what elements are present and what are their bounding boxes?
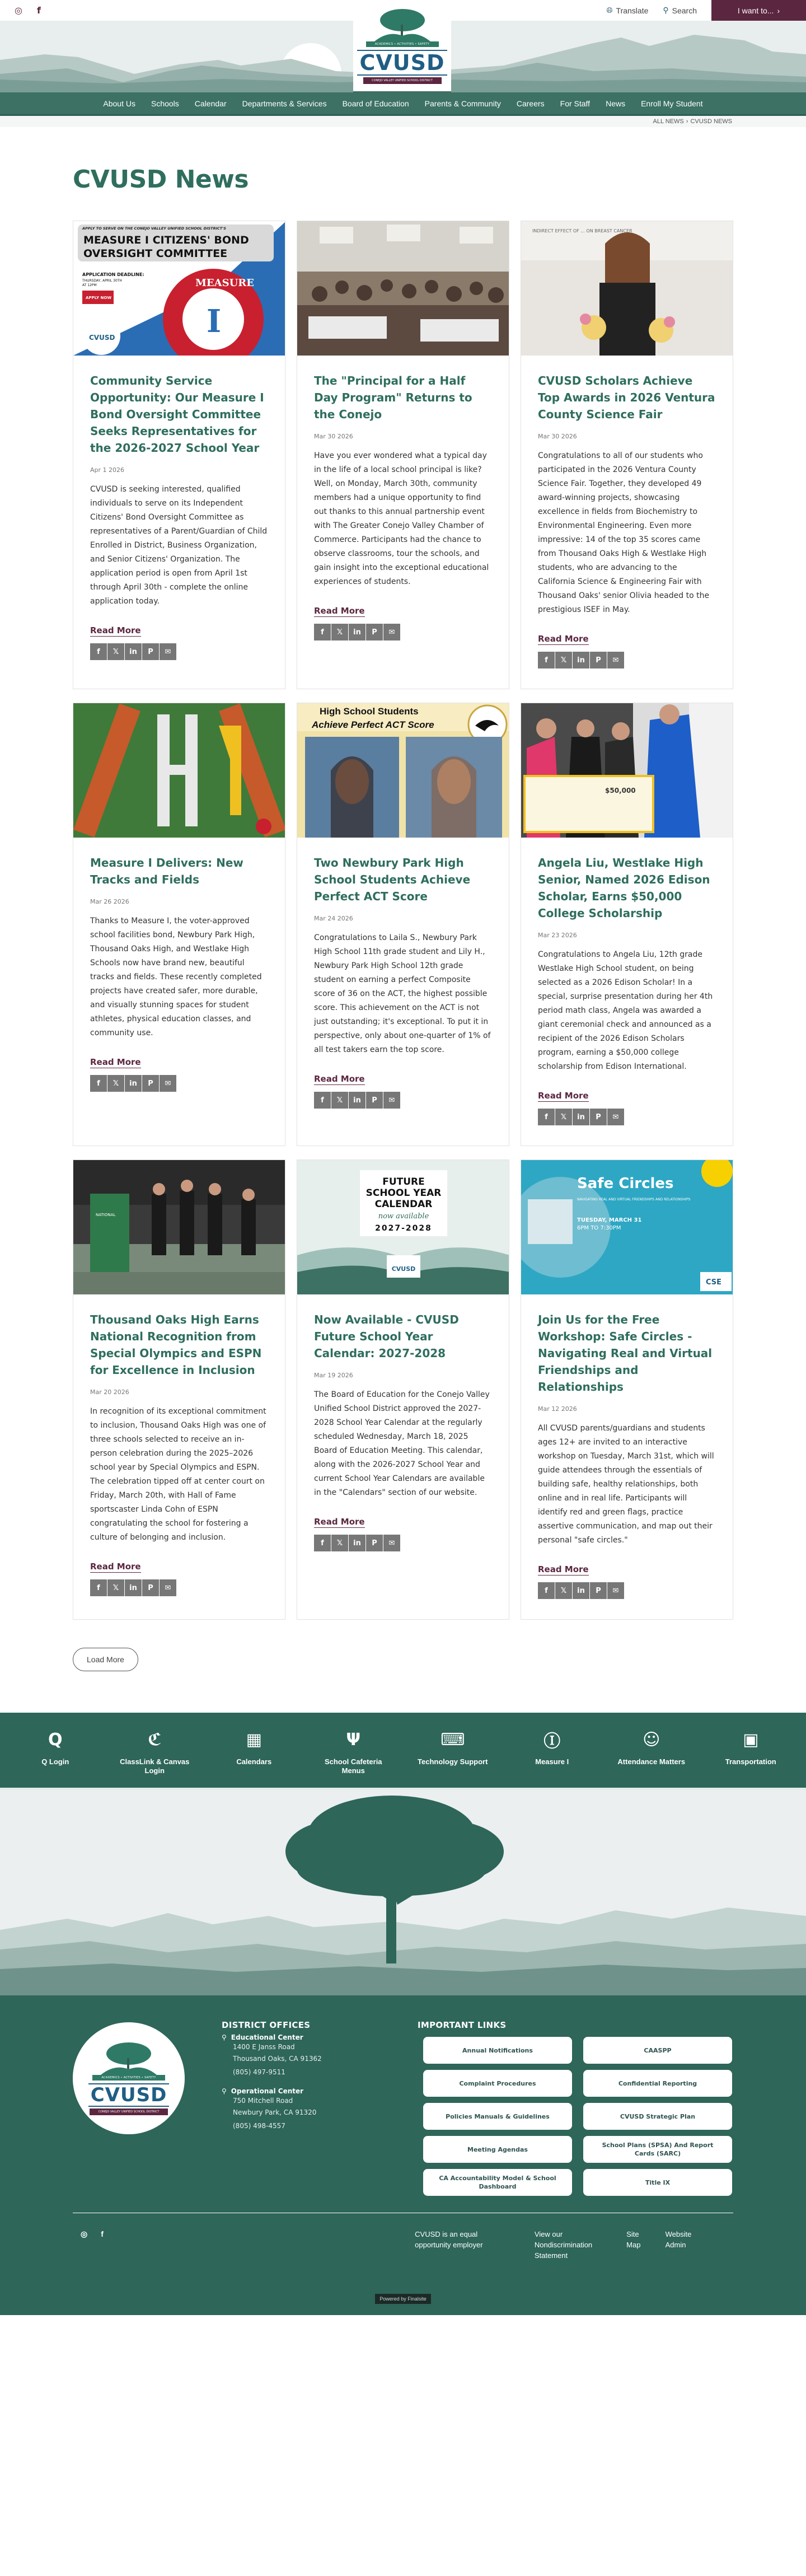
news-card-image[interactable]	[297, 703, 509, 838]
news-card-image[interactable]	[521, 1160, 733, 1294]
news-page	[73, 127, 733, 1713]
facebook-share-icon[interactable]: f	[314, 1092, 331, 1109]
link-title-ix[interactable]: Title IX	[583, 2169, 732, 2196]
pinterest-share-icon[interactable]: P	[142, 643, 159, 660]
link-complaint-procedures[interactable]: Complaint Procedures	[423, 2070, 572, 2097]
x-share-icon[interactable]: 𝕏	[331, 1092, 348, 1109]
news-card-summary: In recognition of its exceptional commitment to inclusion, Thousand Oaks High was one of three schools selected to receive an in-person celebration during the 2025–2026 school year by Special Olympics and ESPN. The celebration tipped off at center court on Friday, March 20th, with Hall of Fame sportscaster Linda Cohn of ESPN congratulating the school for fostering a culture of belonging and inclusion.	[90, 1407, 266, 1542]
linkedin-share-icon[interactable]: in	[125, 1579, 142, 1596]
news-card	[297, 221, 509, 689]
share-buttons	[538, 652, 716, 668]
news-card-summary: Congratulations to Laila S., Newbury Park High School 11th grade student and Lily H., Newbury Park High School 12th grade student on earning a perfect Composite score of 36 on the ACT, the highest possible score. This achievement on the ACT is not just outstanding; it's exceptional. To put it in perspective, only about one-quarter of 1% of all test takers earn the top score.	[314, 933, 491, 1054]
svg-text:THURSDAY, APRIL 30TH: THURSDAY, APRIL 30TH	[82, 279, 122, 283]
facebook-share-icon[interactable]: f	[90, 1075, 107, 1092]
news-card-title[interactable]: Angela Liu, Westlake High Senior, Named 2026 Edison Scholar, Earns $50,000 College Scholarship	[538, 856, 710, 920]
read-more-link[interactable]: Read More	[314, 1517, 365, 1527]
i-want-to-button[interactable]	[711, 0, 806, 21]
x-share-icon[interactable]: 𝕏	[107, 1579, 124, 1596]
nav-departments-services[interactable]: Departments & Services	[242, 99, 327, 108]
breadcrumb-separator: ›	[686, 118, 688, 125]
nav-schools[interactable]: Schools	[151, 99, 179, 108]
news-card-date: Apr 1 2026	[90, 466, 125, 474]
quick-link-transportation[interactable]	[701, 1713, 801, 1788]
office-educational-center	[222, 2033, 406, 2076]
cafeteria-icon: Ψ	[346, 1729, 360, 1750]
email-share-icon[interactable]: ✉	[160, 643, 176, 660]
email-share-icon[interactable]: ✉	[383, 1092, 400, 1109]
quick-link-cafeteria-menus[interactable]	[304, 1713, 404, 1788]
office-phone[interactable]: (805) 497-9511	[233, 2068, 285, 2076]
email-share-icon[interactable]: ✉	[383, 624, 400, 641]
facebook-share-icon[interactable]: f	[314, 624, 331, 641]
x-share-icon[interactable]: 𝕏	[107, 643, 124, 660]
logo-tagline: ACADEMICS • ACTIVITIES • SAFETY	[92, 2075, 165, 2081]
site-map-link[interactable]: Site Map	[626, 2230, 641, 2249]
news-card-image[interactable]	[297, 1160, 509, 1294]
news-card-date: Mar 23 2026	[538, 932, 577, 939]
svg-text:MEASURE I CITIZENS' BOND: MEASURE I CITIZENS' BOND	[83, 234, 249, 246]
quick-link-label: ClassLink & Canvas Login	[120, 1757, 190, 1775]
office-operational-center	[222, 2087, 406, 2130]
linkedin-share-icon[interactable]: in	[349, 1092, 365, 1109]
email-share-icon[interactable]: ✉	[607, 652, 624, 668]
oak-tree-icon	[98, 2041, 160, 2075]
nav-board-of-education[interactable]: Board of Education	[342, 99, 409, 108]
svg-text:CSE: CSE	[706, 1278, 722, 1287]
linkedin-share-icon[interactable]: in	[573, 652, 589, 668]
news-card-title[interactable]: Two Newbury Park High School Students Achieve Perfect ACT Score	[314, 856, 471, 903]
link-policies-manuals[interactable]: Policies Manuals & Guidelines	[423, 2103, 572, 2130]
quick-link-label: School Cafeteria Menus	[324, 1757, 382, 1775]
email-share-icon[interactable]: ✉	[607, 1582, 624, 1599]
svg-text:MEASURE: MEASURE	[195, 277, 254, 289]
share-buttons	[90, 1075, 268, 1092]
image-when: TUESDAY, MARCH 31	[577, 1217, 642, 1223]
link-school-plans-report-cards[interactable]: School Plans (SPSA) And Report Cards (SARC)	[583, 2136, 732, 2163]
pinterest-share-icon[interactable]: P	[590, 1109, 607, 1125]
link-caaspp[interactable]: CAASPP	[583, 2037, 732, 2064]
link-annual-notifications[interactable]: Annual Notifications	[423, 2037, 572, 2064]
office-address-line2[interactable]: Thousand Oaks, CA 91362	[233, 2055, 322, 2063]
translate-label: Translate	[616, 6, 649, 15]
linkedin-share-icon[interactable]: in	[349, 624, 365, 641]
map-pin-icon: ⚲	[222, 2087, 227, 2095]
logo-subtitle: CONEJO VALLEY UNIFIED SCHOOL DISTRICT	[363, 77, 442, 84]
news-card	[521, 1160, 733, 1620]
office-address-line1[interactable]: 750 Mitchell Road	[233, 2097, 293, 2105]
news-card-image[interactable]	[73, 703, 285, 838]
nav-parents-community[interactable]: Parents & Community	[424, 99, 501, 108]
bus-icon: ▣	[743, 1729, 759, 1750]
share-buttons	[538, 1109, 716, 1125]
svg-text:CVUSD: CVUSD	[391, 1265, 416, 1273]
facebook-share-icon[interactable]: f	[538, 652, 555, 668]
q-login-icon: Q	[48, 1729, 63, 1750]
link-strategic-plan[interactable]: CVUSD Strategic Plan	[583, 2103, 732, 2130]
nav-calendar[interactable]: Calendar	[194, 99, 227, 108]
news-card-title[interactable]: CVUSD Scholars Achieve Top Awards in 2026 Ventura County Science Fair	[538, 374, 715, 421]
read-more-link[interactable]: Read More	[314, 606, 365, 616]
news-card	[73, 221, 285, 689]
email-share-icon[interactable]: ✉	[160, 1075, 176, 1092]
news-card-image[interactable]	[521, 703, 733, 838]
load-more-button[interactable]: Load More	[73, 1648, 138, 1671]
image-line1: FUTURE	[382, 1176, 425, 1188]
facebook-share-icon[interactable]: f	[538, 1109, 555, 1125]
quick-link-label: Calendars	[236, 1757, 272, 1766]
district-offices	[222, 2014, 406, 2196]
news-card-summary: All CVUSD parents/guardians and students ages 12+ are invited to an interactive workshop on Tuesday, March 31st, which will guide attendees through the essentials of building safe, healthy relationships, both online and in real life. Participants will identify red and green flags, practice assertive communication, and map out their personal "safe circles."	[538, 1424, 714, 1545]
logo-tagline: ACADEMICS • ACTIVITIES • SAFETY	[366, 41, 439, 47]
main-navigation	[0, 92, 806, 116]
facebook-share-icon[interactable]: f	[90, 643, 107, 660]
facebook-share-icon[interactable]: f	[90, 1579, 107, 1596]
pinterest-share-icon[interactable]: P	[142, 1075, 159, 1092]
logo-wordmark: CVUSD	[88, 2083, 170, 2107]
pinterest-share-icon[interactable]: P	[590, 652, 607, 668]
svg-text:AT 12PM: AT 12PM	[82, 283, 97, 287]
x-share-icon[interactable]: 𝕏	[107, 1075, 124, 1092]
linkedin-share-icon[interactable]: in	[125, 1075, 142, 1092]
share-buttons	[90, 643, 268, 660]
linkedin-share-icon[interactable]: in	[125, 643, 142, 660]
news-card	[73, 703, 285, 1146]
link-confidential-reporting[interactable]: Confidential Reporting	[583, 2070, 732, 2097]
pinterest-share-icon[interactable]: P	[366, 624, 383, 641]
news-card-date: Mar 26 2026	[90, 898, 129, 905]
image-line3: CALENDAR	[374, 1199, 433, 1210]
office-address-line1[interactable]: 1400 E Janss Road	[233, 2043, 295, 2051]
search-button[interactable]	[663, 6, 697, 15]
oak-tree-icon	[372, 8, 433, 41]
translate-button[interactable]	[606, 6, 648, 15]
pinterest-share-icon[interactable]: P	[142, 1579, 159, 1596]
news-card	[73, 1160, 285, 1620]
x-share-icon[interactable]: 𝕏	[555, 652, 572, 668]
news-card-title[interactable]: The "Principal for a Half Day Program" Returns to the Conejo	[314, 374, 472, 421]
news-card-summary: Congratulations to all of our students who participated in the 2026 Ventura County Science Fair. Together, they developed 49 award-winning projects, showcasing excellence in fields from Biochemistry to Environmental Engineering. Even more impressive: 14 of the top 35 scores came from Thousand Oaks High & Westlake High students, who are advancing to the California Science & Engineering Fair with Thousand Oaks' senior Olivia headed to the prestigious ISEF in May.	[538, 451, 710, 614]
news-card-date: Mar 19 2026	[314, 1372, 353, 1379]
important-links	[418, 2014, 731, 2196]
news-card-image[interactable]	[73, 221, 285, 356]
nav-careers[interactable]: Careers	[516, 99, 545, 108]
quick-link-label: Q Login	[41, 1757, 69, 1766]
footer-social-links	[81, 2229, 415, 2261]
news-card-date: Mar 30 2026	[538, 433, 577, 440]
instagram-icon[interactable]: ◎	[15, 5, 22, 16]
svg-text:CVUSD: CVUSD	[89, 334, 115, 342]
quick-link-attendance-matters[interactable]	[602, 1713, 701, 1788]
image-kicker: APPLY TO SERVE ON THE CONEJO VALLEY UNIFIED SCHOOL DISTRICT'S	[82, 226, 226, 231]
linkedin-share-icon[interactable]: in	[573, 1109, 589, 1125]
pinterest-share-icon[interactable]: P	[366, 1092, 383, 1109]
quick-links-bar	[0, 1713, 806, 1790]
quick-link-q-login[interactable]	[6, 1713, 105, 1788]
read-more-link[interactable]: Read More	[538, 1564, 589, 1574]
search-icon: ⚲	[663, 6, 669, 15]
link-meeting-agendas[interactable]: Meeting Agendas	[423, 2136, 572, 2163]
quick-link-label: Transportation	[725, 1757, 776, 1766]
nav-enroll-my-student[interactable]: Enroll My Student	[641, 99, 703, 108]
x-share-icon[interactable]: 𝕏	[331, 1535, 348, 1551]
office-name: Educational Center	[231, 2033, 303, 2041]
read-more-link[interactable]: Read More	[90, 1562, 141, 1572]
news-card-summary: The Board of Education for the Conejo Valley Unified School District approved the 2027-2028 School Year Calendar at the regularly scheduled Wednesday, March 18, 2025 Board of Education Meeting. This calendar, along with the 2026-2027 School Year and current School Year Calendars are available in the "Calendars" section of our website.	[314, 1390, 490, 1497]
calendar-icon: ▦	[246, 1729, 262, 1750]
svg-text:APPLY NOW: APPLY NOW	[86, 296, 112, 300]
svg-text:APPLICATION DEADLINE:: APPLICATION DEADLINE:	[82, 272, 144, 277]
image-time: 6PM TO 7:30PM	[577, 1225, 621, 1231]
svg-text:OVERSIGHT COMMITTEE: OVERSIGHT COMMITTEE	[83, 247, 228, 260]
search-label: Search	[672, 6, 697, 15]
read-more-link[interactable]: Read More	[90, 625, 141, 635]
facebook-share-icon[interactable]: f	[538, 1582, 555, 1599]
news-card-summary: Have you ever wondered what a typical day in the life of a local school principal is like? Well, on Monday, March 30th, community members had a unique opportunity to find out thanks to this annual partnership event with The Greater Conejo Valley Chamber of Commerce. Participants had the chance to observe classrooms, tour the schools, and gain insight into the exceptional educational experiences of students.	[314, 451, 489, 586]
image-subtitle: NAVIGATING REAL AND VIRTUAL FRIENDSHIPS AND RELATIONSHIPS	[577, 1198, 691, 1201]
email-share-icon[interactable]: ✉	[607, 1109, 624, 1125]
news-card-title[interactable]: Now Available - CVUSD Future School Year Calendar: 2027-2028	[314, 1313, 459, 1360]
news-card-title[interactable]: Join Us for the Free Workshop: Safe Circles - Navigating Real and Virtual Friendships and Relationships	[538, 1313, 713, 1394]
news-card-date: Mar 30 2026	[314, 433, 353, 440]
image-title: Safe Circles	[577, 1175, 674, 1192]
i-want-to-label: I want to...	[737, 6, 774, 15]
share-buttons	[90, 1579, 268, 1596]
news-card-summary: CVUSD is seeking interested, qualified individuals to serve on its Independent Citizens' Bond Oversight Committee as representatives of a Parent/Guardian of Child Enrolled in District, Business Organization, and Senior Citizens' Organization. The application period is open from April 1st through April 30th - complete the online application today.	[90, 485, 268, 606]
breadcrumb-all-news[interactable]: ALL NEWS	[653, 118, 684, 125]
svg-text:INDIRECT EFFECT OF ... ON BREA: INDIRECT EFFECT OF ... ON BREAST CANCER	[532, 228, 632, 233]
image-line2: Achieve Perfect ACT Score	[312, 719, 434, 730]
office-name: Operational Center	[231, 2087, 304, 2095]
share-buttons	[538, 1582, 716, 1599]
map-pin-icon: ⚲	[222, 2033, 227, 2041]
links-heading: IMPORTANT LINKS	[418, 2020, 507, 2030]
quick-link-label: Attendance Matters	[617, 1757, 686, 1766]
news-card	[297, 1160, 509, 1620]
share-buttons	[314, 624, 492, 641]
page-title: CVUSD News	[73, 165, 249, 194]
link-ca-accountability-dashboard[interactable]: CA Accountability Model & School Dashboard	[423, 2169, 572, 2196]
facebook-share-icon[interactable]: f	[314, 1535, 331, 1551]
x-share-icon[interactable]: 𝕏	[331, 624, 348, 641]
image-line5: 2027-2028	[375, 1224, 432, 1233]
nondiscrimination-link[interactable]: View our Nondiscrimination Statement	[534, 2230, 593, 2260]
equal-opportunity-text: CVUSD is an equal opportunity employer	[415, 2230, 483, 2249]
read-more-link[interactable]: Read More	[538, 1091, 589, 1101]
news-card	[297, 703, 509, 1146]
share-buttons	[314, 1092, 492, 1109]
check-amount: $50,000	[605, 787, 636, 794]
office-phone[interactable]: (805) 498-4557	[233, 2122, 285, 2130]
offices-heading: DISTRICT OFFICES	[222, 2020, 311, 2030]
district-logo[interactable]	[353, 0, 451, 91]
instagram-icon[interactable]: ◎	[81, 2229, 88, 2238]
quick-link-measure-i[interactable]	[503, 1713, 602, 1788]
email-share-icon[interactable]: ✉	[383, 1535, 400, 1551]
footer-logo[interactable]	[73, 2022, 185, 2134]
breadcrumb	[0, 116, 806, 127]
website-admin-link[interactable]: Website Admin	[665, 2230, 692, 2249]
logo-wordmark: CVUSD	[357, 50, 447, 76]
news-card	[521, 221, 733, 689]
read-more-link[interactable]: Read More	[538, 634, 589, 644]
facebook-icon[interactable]: f	[36, 5, 41, 16]
linkedin-share-icon[interactable]: in	[573, 1582, 589, 1599]
x-share-icon[interactable]: 𝕏	[555, 1109, 572, 1125]
attendance-icon: ☺	[643, 1729, 660, 1750]
news-card-summary: Thanks to Measure I, the voter-approved school facilities bond, Newbury Park High, Thousand Oaks High, and Westlake High Schools now have brand new, beautiful tracks and fields. These recently completed projects have created safer, more durable, and visually stunning spaces for student athletes, physical education classes, and community use.	[90, 917, 262, 1037]
nav-about-us[interactable]: About Us	[103, 99, 135, 108]
news-card-title[interactable]: Community Service Opportunity: Our Measure I Bond Oversight Committee Seeks Representatives for the 2026-2027 School Year	[90, 374, 264, 455]
quick-link-classlink[interactable]	[105, 1713, 205, 1788]
news-grid	[73, 221, 733, 1620]
nav-for-staff[interactable]: For Staff	[560, 99, 591, 108]
pinterest-share-icon[interactable]: P	[366, 1535, 383, 1551]
facebook-icon[interactable]: f	[101, 2229, 104, 2238]
news-card-date: Mar 12 2026	[538, 1405, 577, 1413]
news-card	[521, 703, 733, 1146]
site-footer	[0, 1995, 806, 2315]
news-card-image[interactable]	[521, 221, 733, 356]
email-share-icon[interactable]: ✉	[160, 1579, 176, 1596]
news-card-date: Mar 20 2026	[90, 1388, 129, 1396]
read-more-link[interactable]: Read More	[90, 1057, 141, 1067]
nav-news[interactable]: News	[606, 99, 626, 108]
chevron-right-icon: ›	[777, 6, 780, 15]
svg-text:NATIONAL: NATIONAL	[96, 1213, 116, 1217]
quick-link-technology-support[interactable]	[403, 1713, 503, 1788]
image-line4: now available	[378, 1212, 429, 1221]
office-address-line2[interactable]: Newbury Park, CA 91320	[233, 2109, 317, 2116]
news-card-title[interactable]: Thousand Oaks High Earns National Recognition from Special Olympics and ESPN for Excellence in Inclusion	[90, 1313, 262, 1377]
breadcrumb-current: CVUSD NEWS	[690, 118, 732, 125]
header-social-links	[0, 5, 41, 16]
pinterest-share-icon[interactable]: P	[590, 1582, 607, 1599]
news-card-image[interactable]	[73, 1160, 285, 1294]
quick-link-label: Measure I	[535, 1757, 569, 1766]
oak-tree-landscape	[0, 1790, 806, 1995]
measure-i-icon: Ⓘ	[543, 1732, 561, 1751]
share-buttons	[314, 1535, 492, 1551]
linkedin-share-icon[interactable]: in	[349, 1535, 365, 1551]
news-card-title[interactable]: Measure I Delivers: New Tracks and Fields	[90, 856, 243, 886]
x-share-icon[interactable]: 𝕏	[555, 1582, 572, 1599]
quick-link-calendars[interactable]	[204, 1713, 304, 1788]
news-card-image[interactable]	[297, 221, 509, 356]
powered-by-finalsite-badge[interactable]: Powered by Finalsite	[375, 2294, 431, 2304]
image-line1: High School Students	[320, 706, 419, 717]
quick-link-label: Technology Support	[418, 1757, 488, 1766]
logo-subtitle: CONEJO VALLEY UNIFIED SCHOOL DISTRICT	[90, 2109, 168, 2115]
footer-landscape-illustration	[0, 1790, 806, 1995]
read-more-link[interactable]: Read More	[314, 1074, 365, 1084]
laptop-icon: ⌨	[441, 1729, 465, 1750]
classlink-icon: ℭ	[147, 1729, 162, 1750]
svg-text:I: I	[207, 303, 222, 340]
image-line2: SCHOOL YEAR	[365, 1188, 442, 1199]
globe-icon: 🌐︎	[606, 6, 613, 15]
news-card-summary: Congratulations to Angela Liu, 12th grade Westlake High School student, on being selected as a 2026 Edison Scholar! In a special, surprise presentation during her 4th period math class, Angela was awarded a giant ceremonial check and announced as a recipient of the 2026 Edison Scholars program, earning a $50,000 college scholarship from Edison International.	[538, 950, 713, 1071]
news-card-date: Mar 24 2026	[314, 915, 353, 922]
